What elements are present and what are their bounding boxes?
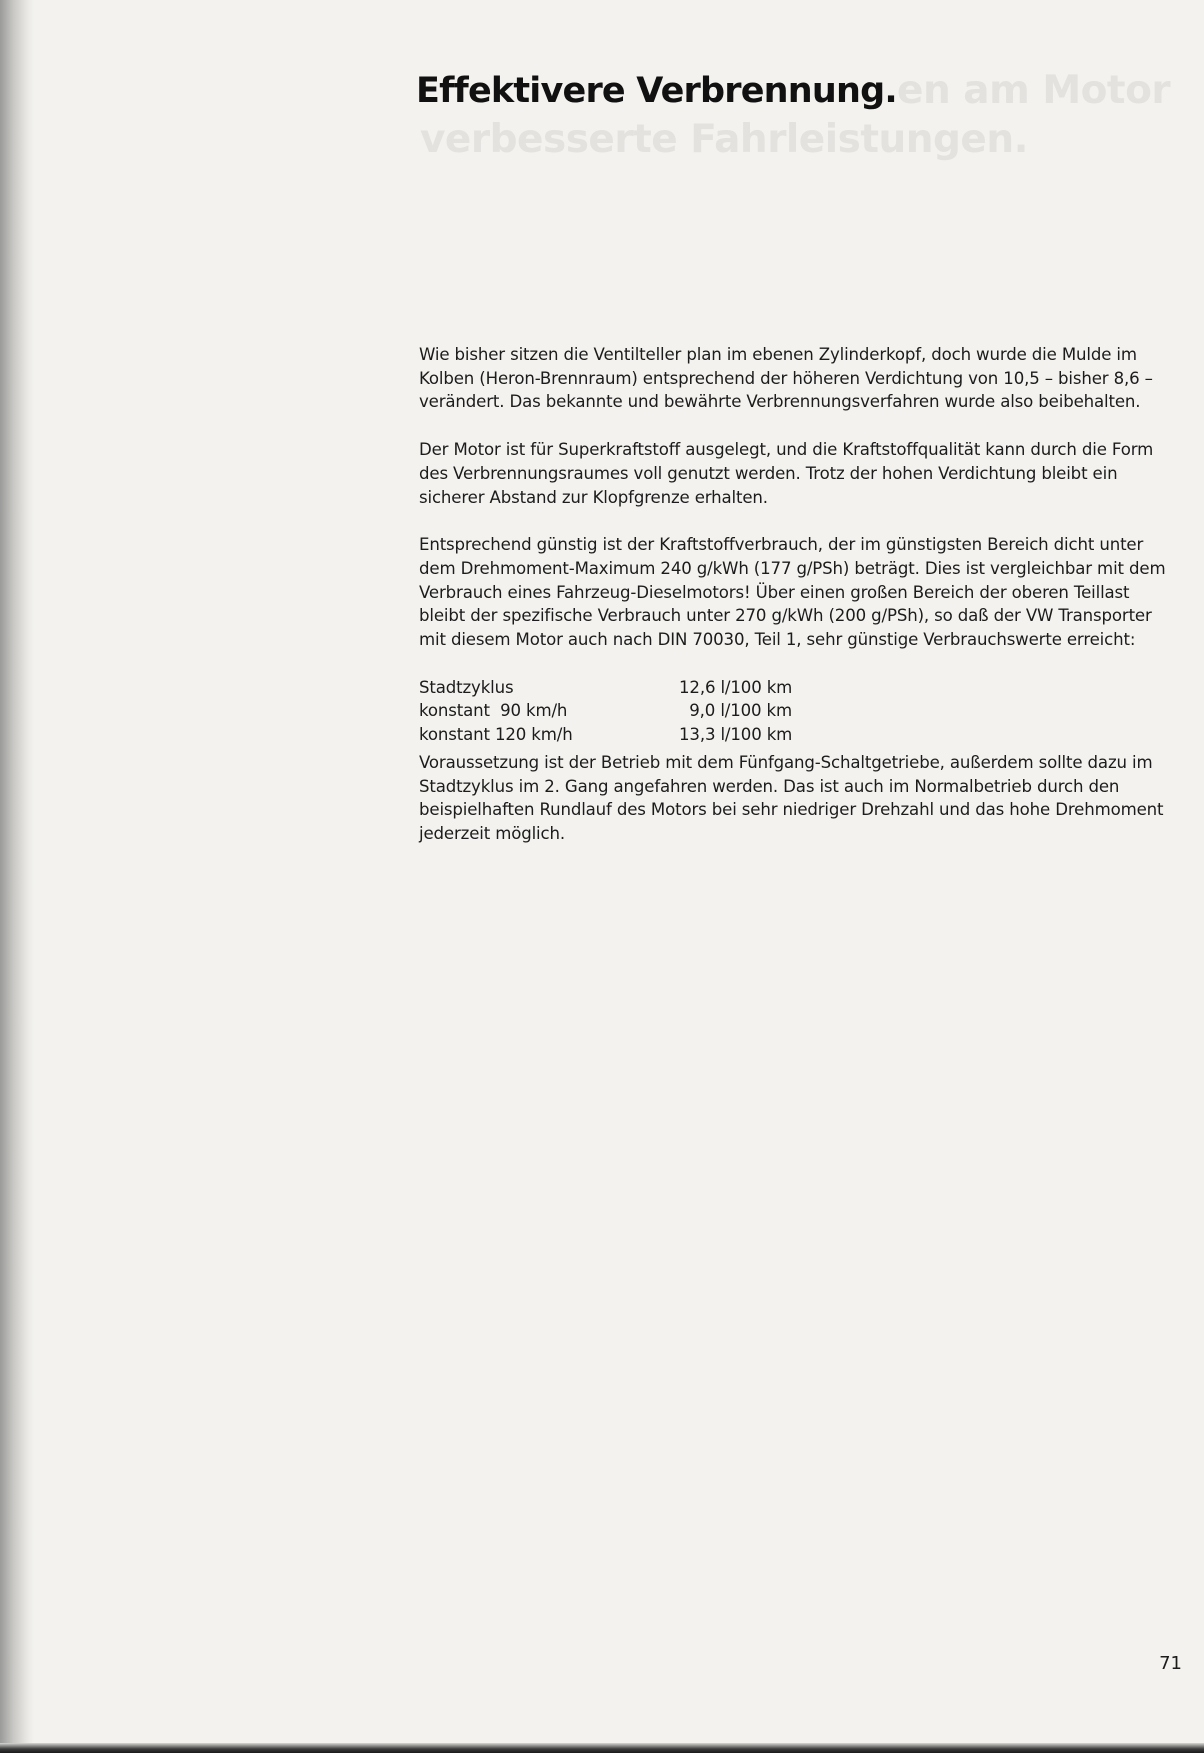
show-through-text-1: en am Motor bbox=[897, 68, 1171, 113]
consumption-row bbox=[419, 723, 1178, 747]
consumption-table bbox=[419, 676, 1178, 747]
page-binding-shadow bbox=[0, 0, 34, 1753]
consumption-label: Stadtzyklus bbox=[419, 677, 514, 697]
paragraph-consumption: Entsprechend günstig ist der Kraftstoffverbrauch, der im günstigsten Bereich dicht unter dem Drehmoment-Maximum 240 g/kWh (177 g/PSh) beträgt. Dies ist vergleichbar mit dem Verbrauch eines Fahrzeug-Dieselmotors! Über einen großen Bereich der oberen Teillast bleibt der spezifische Verbrauch unter 270 g/kWh (200 g/PSh), so daß der VW Transporter mit diesem Motor auch nach DIN 70030, Teil 1, sehr günstige Verbrauchswerte erreicht: bbox=[419, 535, 1166, 650]
consumption-row bbox=[419, 676, 1178, 700]
consumption-label: konstant 90 km/h bbox=[419, 701, 568, 721]
paragraph-fuel-quality: Der Motor ist für Superkraftstoff ausgelegt, und die Kraftstoffqualität kann durch die Form des Verbrennungsraumes voll genutzt werden. Trotz der hohen Verdichtung bleibt ein sicherer Abstand zur Klopfgrenze erhalten. bbox=[419, 440, 1154, 507]
consumption-value: 12,6 l/100 km bbox=[679, 677, 793, 697]
page-title: Effektivere Verbrennung. bbox=[416, 71, 897, 111]
body-text bbox=[419, 343, 1178, 870]
consumption-label: konstant 120 km/h bbox=[419, 725, 573, 745]
consumption-value: 9,0 l/100 km bbox=[679, 701, 793, 721]
page-number: 71 bbox=[1159, 1653, 1182, 1674]
paragraph-conditions: Voraussetzung ist der Betrieb mit dem Fünfgang-Schaltgetriebe, außerdem sollte dazu im Stadtzyklus im 2. Gang angefahren werden. Das ist auch im Normalbetrieb durch den beispielhaften Rundlauf des Motors bei sehr niedriger Drehzahl und das hohe Drehmoment jederzeit möglich. bbox=[419, 752, 1164, 843]
scan-bottom-edge bbox=[0, 1743, 1204, 1753]
consumption-row bbox=[419, 699, 1178, 723]
consumption-value: 13,3 l/100 km bbox=[679, 725, 793, 745]
show-through-text-2: verbesserte Fahrleistungen. bbox=[420, 117, 1028, 162]
paragraph-valves: Wie bisher sitzen die Ventilteller plan im ebenen Zylinderkopf, doch wurde die Mulde im Kolben (Heron-Brennraum) entsprechend der höheren Verdichtung von 10,5 – bisher 8,6 – verändert. Das bekannte und bewährte Verbrennungsverfahren wurde also beibehalten. bbox=[419, 345, 1153, 412]
